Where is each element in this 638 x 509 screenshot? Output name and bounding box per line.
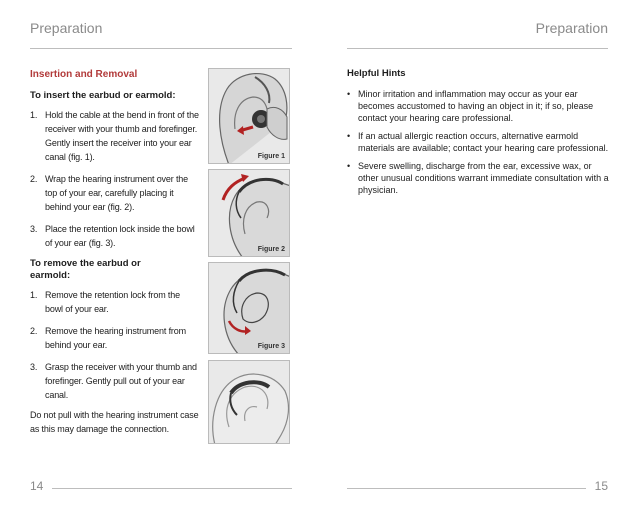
insert-step-2 [30, 172, 200, 214]
step-text: Hold the cable at the bend in front of the receiver with your thumb and forefinger. Gently insert the receiver into your ear canal (fig. 1). [45, 110, 199, 162]
insert-heading: To insert the earbud or earmold: [30, 90, 176, 101]
instructions-column [30, 68, 200, 436]
over-ear-illustration [209, 170, 290, 257]
figure-3 [208, 262, 290, 354]
remove-step-2 [30, 324, 200, 352]
step-text: Remove the retention lock from the bowl of your ear. [45, 290, 180, 314]
hint-text: If an actual allergic reaction occurs, alternative earmold materials are available; contact your hearing care professional. [358, 131, 609, 153]
step-text: Place the retention lock inside the bowl of your ear (fig. 3). [45, 224, 195, 248]
running-head-right: Preparation [535, 20, 608, 36]
remove-step-1 [30, 288, 200, 316]
step-number: 2. [30, 326, 38, 336]
ear-removal-illustration [209, 361, 290, 444]
page-number-right: 15 [594, 479, 608, 493]
hints-title: Helpful Hints [347, 68, 406, 79]
retention-lock-illustration [209, 263, 290, 354]
hint-text: Severe swelling, discharge from the ear, excessive wax, or other unusual conditions warrant immediate consultation with a physician. [358, 161, 609, 195]
figure-1 [208, 68, 290, 164]
warning-note: Do not pull with the hearing instrument case as this may damage the connection. [30, 410, 199, 434]
insert-step-3 [30, 222, 200, 250]
hint-item [347, 88, 609, 124]
step-number: 1. [30, 290, 38, 300]
step-number: 3. [30, 362, 38, 372]
hint-item [347, 130, 609, 154]
remove-heading: To remove the earbud or earmold: [30, 258, 141, 281]
figure-4 [208, 360, 290, 444]
step-number: 1. [30, 110, 38, 120]
step-text: Grasp the receiver with your thumb and forefinger. Gently pull out of your ear canal. [45, 362, 197, 400]
hint-text: Minor irritation and inflammation may occur as your ear becomes accustomed to having an object in it; if so, please contact your hearing care professional. [358, 89, 594, 123]
step-text: Wrap the hearing instrument over the top of your ear, carefully placing it behind your ear (fig. 2). [45, 174, 189, 212]
step-text: Remove the hearing instrument from behind your ear. [45, 326, 186, 350]
bullet-icon: • [347, 131, 351, 141]
header-rule-right [347, 48, 608, 49]
figure-1-label: Figure 1 [257, 153, 285, 160]
remove-step-3 [30, 360, 200, 402]
section-title: Insertion and Removal [30, 69, 138, 80]
bullet-icon: • [347, 89, 351, 99]
header-rule-left [30, 48, 292, 49]
running-head-left: Preparation [30, 20, 103, 36]
ear-insertion-illustration [209, 69, 290, 164]
step-number: 2. [30, 174, 38, 184]
figure-3-label: Figure 3 [257, 343, 285, 350]
hint-item [347, 160, 609, 196]
right-page [319, 0, 638, 509]
figure-2 [208, 169, 290, 257]
page-number-left: 14 [30, 479, 44, 493]
footer-rule-right [347, 488, 586, 489]
bullet-icon: • [347, 161, 351, 171]
figure-2-label: Figure 2 [257, 246, 285, 253]
helpful-hints [347, 68, 609, 202]
footer-rule-left [52, 488, 292, 489]
step-number: 3. [30, 224, 38, 234]
insert-step-1 [30, 108, 200, 164]
